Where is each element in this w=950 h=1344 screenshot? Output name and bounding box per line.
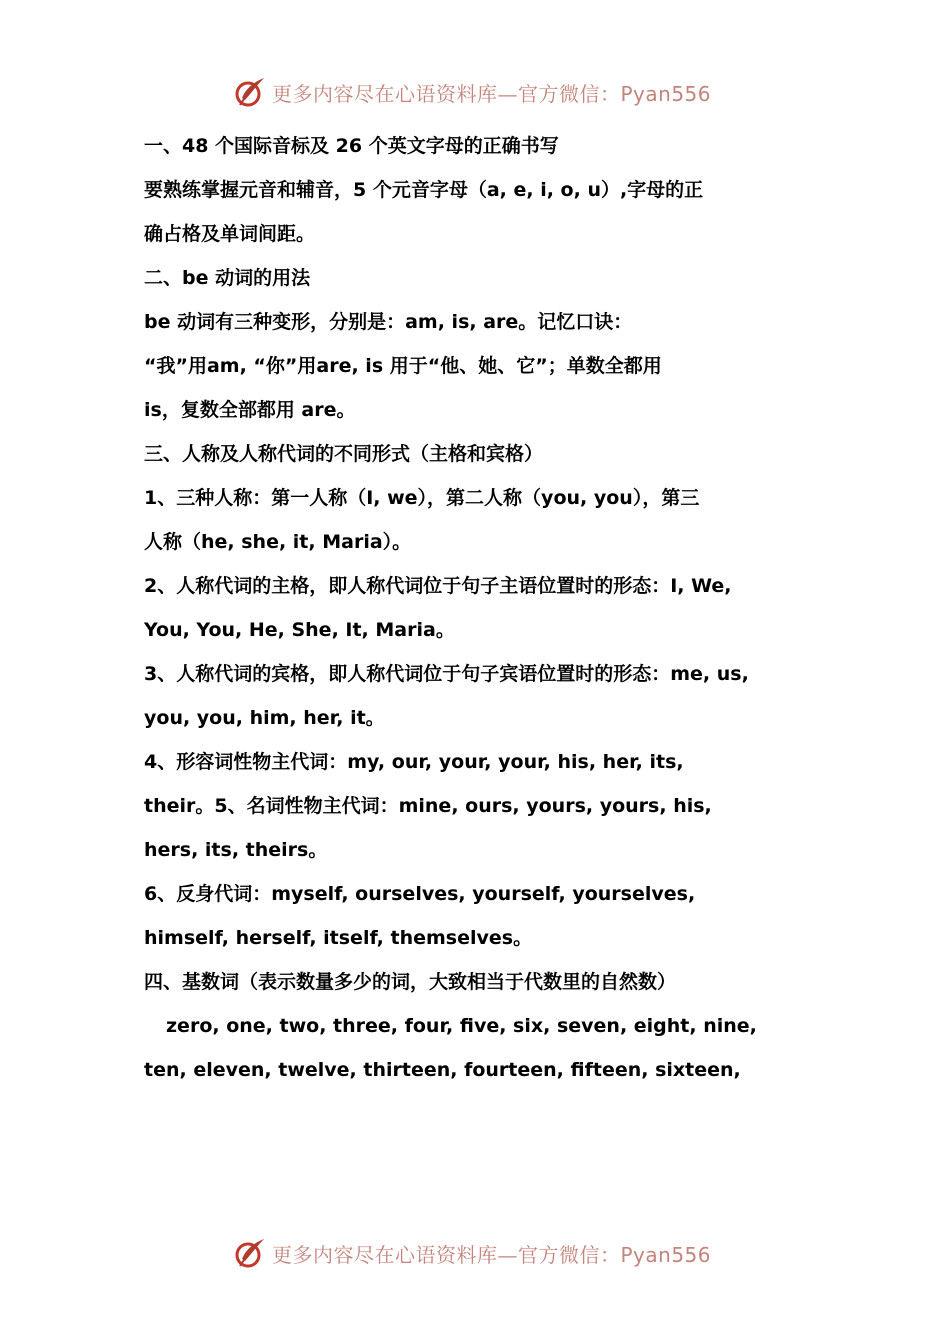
text-line: 一、48 个国际音标及 26 个英文字母的正确书写 bbox=[144, 135, 559, 157]
text-line: is，复数全部都用 are。 bbox=[144, 399, 356, 421]
wechat-id: Pyan556 bbox=[620, 1242, 712, 1267]
text-line: you, you, him, her, it。 bbox=[144, 707, 385, 729]
text-line: their。5、名词性物主代词：mine, ours, yours, yours, his, bbox=[144, 795, 712, 817]
text-line: be 动词有三种变形，分别是：am, is, are。记忆口诀： bbox=[144, 311, 633, 333]
text-line: 2、人称代词的主格，即人称代词位于句子主语位置时的形态：I, We, bbox=[144, 575, 732, 597]
text-line: zero, one, two, three, four, five, six, seven, eight, nine, bbox=[166, 1015, 757, 1037]
header-banner bbox=[232, 72, 711, 112]
text-line: 6、反身代词：myself, ourselves, yourself, yourselves, bbox=[144, 883, 696, 905]
banner-text: 更多内容尽在心语资料库—官方微信：Pyan556 bbox=[272, 1242, 712, 1267]
text-line: ten, eleven, twelve, thirteen, fourteen, fifteen, sixteen, bbox=[144, 1059, 741, 1081]
quill-logo-icon bbox=[232, 74, 268, 110]
text-line: 4、形容词性物主代词：my, our, your, your, his, her, its, bbox=[144, 751, 684, 773]
wechat-id: Pyan556 bbox=[620, 81, 712, 106]
text-line: You, You, He, She, It, Maria。 bbox=[144, 619, 455, 641]
document-body bbox=[144, 124, 834, 1092]
text-line: 四、基数词（表示数量多少的词，大致相当于代数里的自然数） bbox=[144, 971, 677, 993]
text-line: 二、be 动词的用法 bbox=[144, 267, 311, 289]
footer-banner bbox=[232, 1233, 711, 1273]
text-line: “我”用am, “你”用are, is 用于“他、她、它”；单数全都用 bbox=[144, 355, 662, 377]
text-line: 三、人称及人称代词的不同形式（主格和宾格） bbox=[144, 443, 544, 465]
text-line: 确占格及单词间距。 bbox=[144, 223, 316, 245]
text-line: 要熟练掌握元音和辅音，5 个元音字母（a, e, i, o, u）,字母的正 bbox=[144, 179, 704, 201]
text-line: 1、三种人称：第一人称（I, we），第二人称（you, you），第三 bbox=[144, 487, 700, 509]
text-line: himself, herself, itself, themselves。 bbox=[144, 927, 533, 949]
text-line: 人称（he, she, it, Maria）。 bbox=[144, 531, 412, 553]
banner-text: 更多内容尽在心语资料库—官方微信：Pyan556 bbox=[272, 81, 712, 106]
quill-logo-icon bbox=[232, 1235, 268, 1271]
text-line: 3、人称代词的宾格，即人称代词位于句子宾语位置时的形态：me, us, bbox=[144, 663, 749, 685]
text-line: hers, its, theirs。 bbox=[144, 839, 328, 861]
